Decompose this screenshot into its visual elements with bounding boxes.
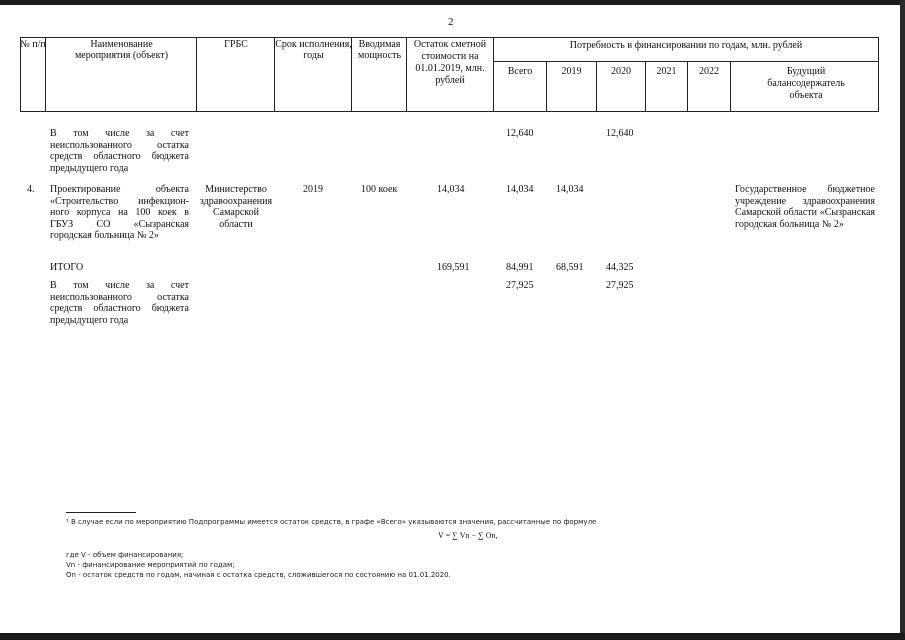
col-2019-header: 2019 <box>561 66 582 77</box>
col-2021-header: 2021 <box>656 66 677 77</box>
footnote-text: ¹ В случае если по мероприятию Подпрограммы имеется остаток средств, в графе «Всего» указываются значения, рассчитанные по формуле <box>66 518 597 526</box>
row-remainder: 14,034 <box>437 184 465 195</box>
row-total: 12,640 <box>506 128 534 139</box>
row-2019: 14,034 <box>556 184 584 195</box>
header-divider <box>493 61 878 62</box>
col-holder-header: Будущий балансодержатель объекта <box>767 66 845 101</box>
col-2020-header: 2020 <box>611 66 631 77</box>
row-name: В том числе за счет неиспользованного остатка средств областного бюджета предыдущего года <box>50 128 189 174</box>
row-total: 14,034 <box>506 184 534 195</box>
footnote-formula: V = ∑ Vn − ∑ On, <box>438 531 498 540</box>
footnote-text: Vn - финансирование мероприятий по годам; <box>66 561 235 569</box>
row-remainder: 169,591 <box>437 262 470 273</box>
row-2020: 27,925 <box>606 280 634 291</box>
row-capacity: 100 коек <box>361 184 398 195</box>
row-name: В том числе за счет неиспользованного остатка средств областного бюджета предыдущего года <box>50 280 189 326</box>
col-name-header: Наименование мероприятия (объект) <box>74 39 169 61</box>
row-number: 4. <box>27 184 35 195</box>
row-name: ИТОГО <box>50 262 84 273</box>
scan-right-edge <box>900 0 905 640</box>
footnote-text: On - остаток средств по годам, начиная с остатка средств, сложившегося по состоянию на 01.01.2020. <box>66 571 451 579</box>
header-divider <box>730 61 731 111</box>
row-2020: 12,640 <box>606 128 634 139</box>
row-name: Проектирование объекта «Строительство инфекцион-ного корпуса на 100 коек в ГБУЗ СО «Сызранская городская больница № 2» <box>50 184 189 241</box>
footnote-text: где V - объем финансирования; <box>66 551 184 559</box>
scan-top-edge <box>0 0 905 5</box>
col-need-group-header: Потребность в финансировании по годам, млн. рублей <box>569 40 803 51</box>
row-total: 84,991 <box>506 262 534 273</box>
row-holder: Государственное бюджетное учреждение здравоохранения Самарской области «Сызранская городская больница № 2» <box>735 184 875 230</box>
col-remainder-header: Остаток сметной стоимости на 01.01.2019, млн. рублей <box>413 39 487 86</box>
col-total-header: Всего <box>507 66 533 77</box>
scan-bottom-edge <box>0 633 905 640</box>
row-2020: 44,325 <box>606 262 634 273</box>
row-total: 27,925 <box>506 280 534 291</box>
row-term: 2019 <box>303 184 323 195</box>
footnote-divider <box>66 512 136 513</box>
row-grbs: Министерство здравоохранения Самарской области <box>199 184 273 230</box>
row-2019: 68,591 <box>556 262 584 273</box>
col-term-header: Срок исполнения, годы <box>275 39 352 61</box>
col-grbs-header: ГРБС <box>224 39 248 50</box>
col-2022-header: 2022 <box>699 66 719 77</box>
page-number: 2 <box>448 16 454 28</box>
col-capacity-header: Вводимая мощность <box>358 39 401 61</box>
col-num-header: № п/п <box>20 39 46 50</box>
